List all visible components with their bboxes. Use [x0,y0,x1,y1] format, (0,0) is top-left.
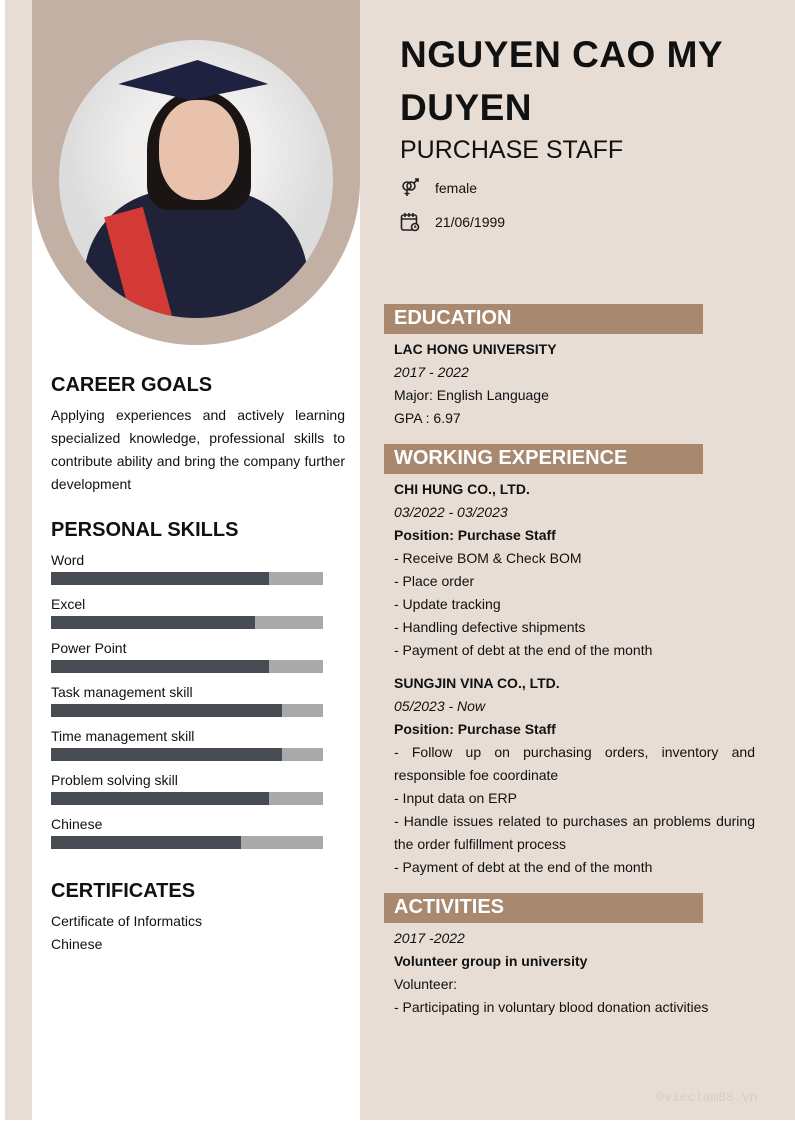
education-block [394,338,755,430]
skill-bar-fill [51,704,282,717]
gender-row [400,178,477,198]
job-period: 05/2023 - Now [394,698,486,714]
skill-item [51,552,323,585]
skill-label: Word [51,552,85,568]
skills-heading: PERSONAL SKILLS [51,519,239,541]
company-name: SUNGJIN VINA CO., LTD. [394,675,560,691]
skill-item [51,772,323,805]
education-heading: EDUCATION [384,304,703,334]
job-title: PURCHASE STAFF [400,136,624,164]
job-task: - Handling defective shipments [394,619,586,635]
job-task: - Handle issues related to purchases an problems during the order fulfillment process [394,813,755,852]
activity-role: Volunteer: [394,976,458,992]
skill-bar [51,792,323,805]
activity-title: Volunteer group in university [394,953,588,969]
job-period: 03/2022 - 03/2023 [394,504,508,520]
company-name: CHI HUNG CO., LTD. [394,481,530,497]
job-task: - Follow up on purchasing orders, inventory and responsible foe coordinate [394,744,755,783]
calendar-icon [400,212,420,232]
certificate-item: Certificate of Informatics [51,913,202,929]
school-name: LAC HONG UNIVERSITY [394,341,557,357]
skill-bar-fill [51,748,282,761]
left-strip [5,0,32,1120]
dob-row [400,212,505,232]
job-task: - Update tracking [394,596,501,612]
skill-item [51,596,323,629]
job-task: - Receive BOM & Check BOM [394,550,582,566]
gender-value: female [435,180,478,196]
skill-item [51,684,323,717]
certificate-item: Chinese [51,936,103,952]
job-task: - Input data on ERP [394,790,517,806]
profile-photo [59,40,333,318]
certificates-list [51,910,345,956]
skill-bar [51,836,323,849]
experience-heading: WORKING EXPERIENCE [384,444,703,474]
skill-bar-fill [51,792,269,805]
job-1 [394,478,755,662]
job-2 [394,672,755,879]
skill-bar [51,748,323,761]
skill-label: Task management skill [51,684,193,700]
skill-bar [51,704,323,717]
skill-item [51,640,323,673]
education-gpa: GPA : 6.97 [394,410,461,426]
skill-bar-fill [51,616,255,629]
skill-label: Chinese [51,816,103,832]
activities-block [394,927,755,1019]
skill-bar-fill [51,660,269,673]
skill-bar [51,616,323,629]
dob-value: 21/06/1999 [435,214,506,230]
certificates-heading: CERTIFICATES [51,880,196,902]
skill-label: Problem solving skill [51,772,178,788]
education-period: 2017 - 2022 [394,364,469,380]
job-task: - Payment of debt at the end of the month [394,642,653,658]
full-name: NGUYEN CAO MY DUYEN [400,34,723,128]
gender-icon [400,178,420,198]
job-task: - Payment of debt at the end of the month [394,859,653,875]
skill-bar [51,660,323,673]
skill-bar [51,572,323,585]
skill-item [51,816,323,849]
career-goals-text: Applying experiences and actively learning specialized knowledge, professional skills to contribute ability and bring the company further development [51,407,345,492]
skill-label: Excel [51,596,86,612]
activity-period: 2017 -2022 [394,930,465,946]
skill-bar-fill [51,836,241,849]
job-position: Position: Purchase Staff [394,527,556,543]
activity-item: - Participating in voluntary blood donation activities [394,999,709,1015]
job-position: Position: Purchase Staff [394,721,556,737]
education-major: Major: English Language [394,387,549,403]
skill-label: Power Point [51,640,127,656]
skill-bar-fill [51,572,269,585]
activities-heading: ACTIVITIES [384,893,703,923]
watermark: ©vieclam88.vn [656,1090,758,1105]
skill-label: Time management skill [51,728,195,744]
skill-item [51,728,323,761]
job-task: - Place order [394,573,475,589]
career-goals-heading: CAREER GOALS [51,374,213,396]
